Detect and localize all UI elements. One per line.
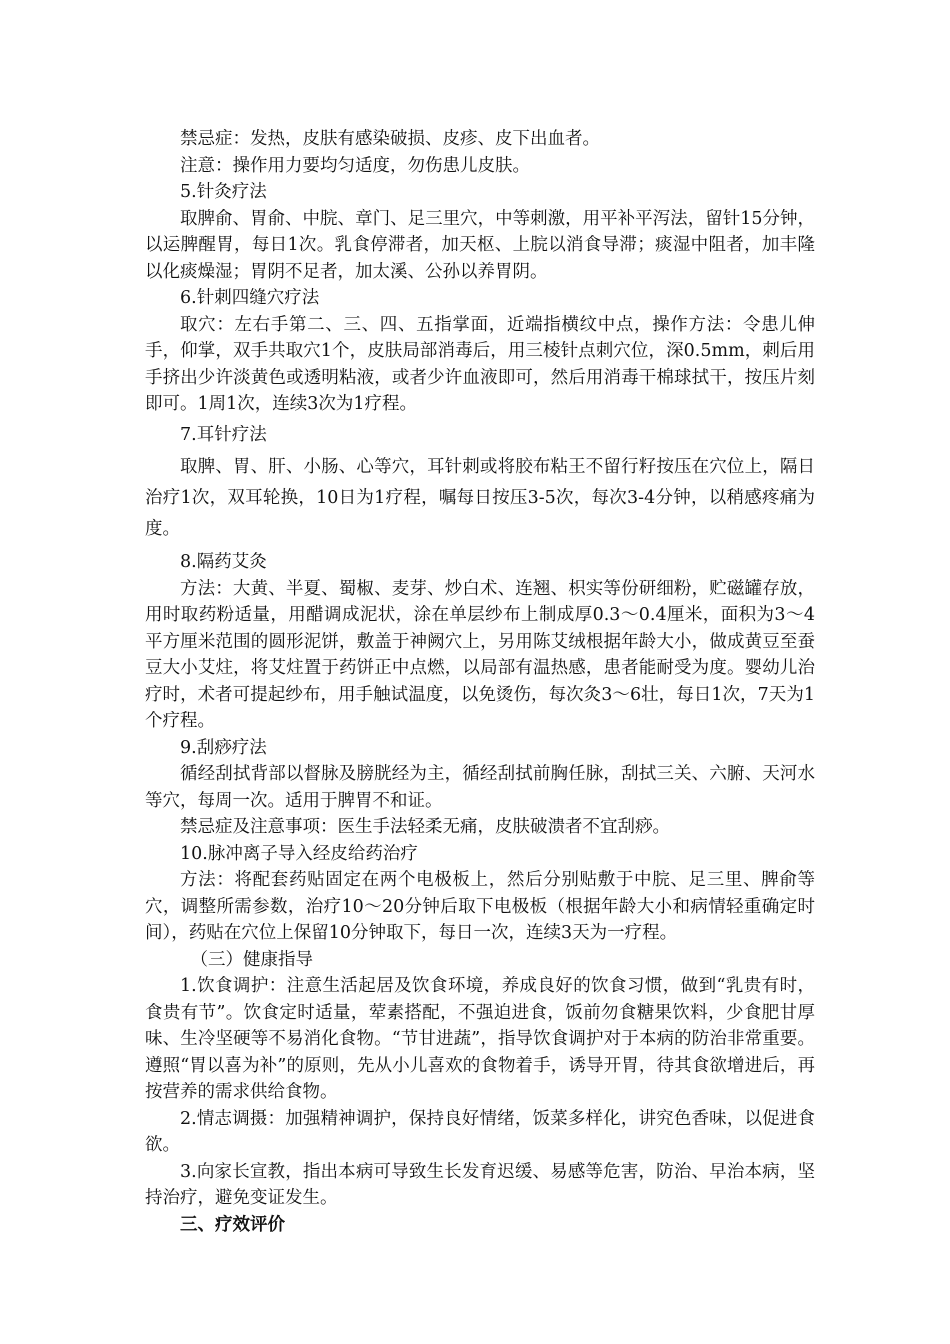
paragraph-guasha: 循经刮拭背部以督脉及膀胱经为主，循经刮拭前胸任脉，刮拭三关、六腑、天河水等穴，每周一次。适用于脾胃不和证。 <box>145 764 815 811</box>
paragraph-parent-education: 3.向家长宣教，指出本病可导致生长发育迟缓、易感等危害，防治、早治本病，坚持治疗，避免变证发生。 <box>145 1161 815 1208</box>
section-health-guidance: （三）健康指导 <box>190 949 313 970</box>
heading-moxibustion: 8.隔药艾灸 <box>180 552 267 572</box>
heading-guasha: 9.刮痧疗法 <box>180 737 267 758</box>
paragraph-caution: 注意：操作用力要均匀适度，勿伤患儿皮肤。 <box>180 155 530 176</box>
heading-sifeng-needling: 6.针刺四缝穴疗法 <box>180 288 320 308</box>
chapter-efficacy-evaluation: 三、疗效评价 <box>180 1214 285 1235</box>
paragraph-guasha-caution: 禁忌症及注意事项：医生手法轻柔无痛，皮肤破溃者不宜刮痧。 <box>180 817 670 837</box>
heading-ear-acupuncture: 7.耳针疗法 <box>180 424 267 445</box>
paragraph-contraindication: 禁忌症：发热，皮肤有感染破损、皮疹、皮下出血者。 <box>180 129 600 149</box>
heading-acupuncture: 5.针灸疗法 <box>180 182 267 202</box>
paragraph-sifeng-needling: 取穴：左右手第二、三、四、五指掌面，近端指横纹中点，操作方法：令患儿伸手，仰掌，双手共取穴1个，皮肤局部消毒后，用三棱针点刺穴位，深0.5mm，刺后用手挤出少许淡黄色或透明粘液，或者少许血液即可，然后用消毒干棉球拭干，按压片刻即可。1周1次，连续3次为1疗程。 <box>145 314 815 414</box>
paragraph-moxibustion: 方法：大黄、半夏、蜀椒、麦芽、炒白术、连翘、枳实等份研细粉，贮磁罐存放，用时取药粉适量，用醋调成泥状，涂在单层纱布上制成厚0.3～0.4厘米，面积为3～4平方厘米范围的圆形泥饼，敷盖于神阙穴上，另用陈艾绒根据年龄大小，做成黄豆至蚕豆大小艾炷，将艾炷置于药饼正中点燃，以局部有温热感，患者能耐受为度。婴幼儿治疗时，术者可提起纱布，用手触试温度，以免烫伤，每次灸3～6壮，每日1次，7天为1个疗程。 <box>145 578 815 731</box>
paragraph-acupuncture: 取脾俞、胃俞、中脘、章门、足三里穴，中等刺激，用平补平泻法，留针15分钟，以运脾醒胃，每日1次。乳食停滞者，加天枢、上脘以消食导滞；痰湿中阻者，加丰隆以化痰燥湿；胃阴不足者，加太溪、公孙以养胃阴。 <box>145 208 815 282</box>
paragraph-pulse-ion: 方法：将配套药贴固定在两个电极板上，然后分别贴敷于中脘、足三里、脾俞等穴，调整所需参数，治疗10～20分钟后取下电极板（根据年龄大小和病情轻重确定时间），药贴在穴位上保留10分钟取下，每日一次，连续3天为一疗程。 <box>145 870 815 943</box>
paragraph-ear-acupuncture: 取脾、胃、肝、小肠、心等穴，耳针刺或将胶布粘王不留行籽按压在穴位上，隔日治疗1次，双耳轮换，10日为1疗程，嘱每日按压3-5次，每次3-4分钟，以稍感疼痛为度。 <box>145 457 815 539</box>
heading-pulse-ion: 10.脉冲离子导入经皮给药治疗 <box>180 843 418 864</box>
paragraph-emotion-care: 2.情志调摄：加强精神调护，保持良好情绪，饭菜多样化，讲究色香味，以促进食欲。 <box>145 1108 815 1155</box>
document-page <box>145 126 815 1238</box>
paragraph-diet-care: 1.饮食调护：注意生活起居及饮食环境，养成良好的饮食习惯，做到“乳贵有时，食贵有节”。饮食定时适量，荤素搭配，不强迫进食，饭前勿食糖果饮料，少食肥甘厚味、生冷坚硬等不易消化食物。“节甘进蔬”，指导饮食调护对于本病的防治非常重要。遵照“胃以喜为补”的原则，先从小儿喜欢的食物着手，诱导开胃，待其食欲增进后，再按营养的需求供给食物。 <box>145 976 815 1102</box>
